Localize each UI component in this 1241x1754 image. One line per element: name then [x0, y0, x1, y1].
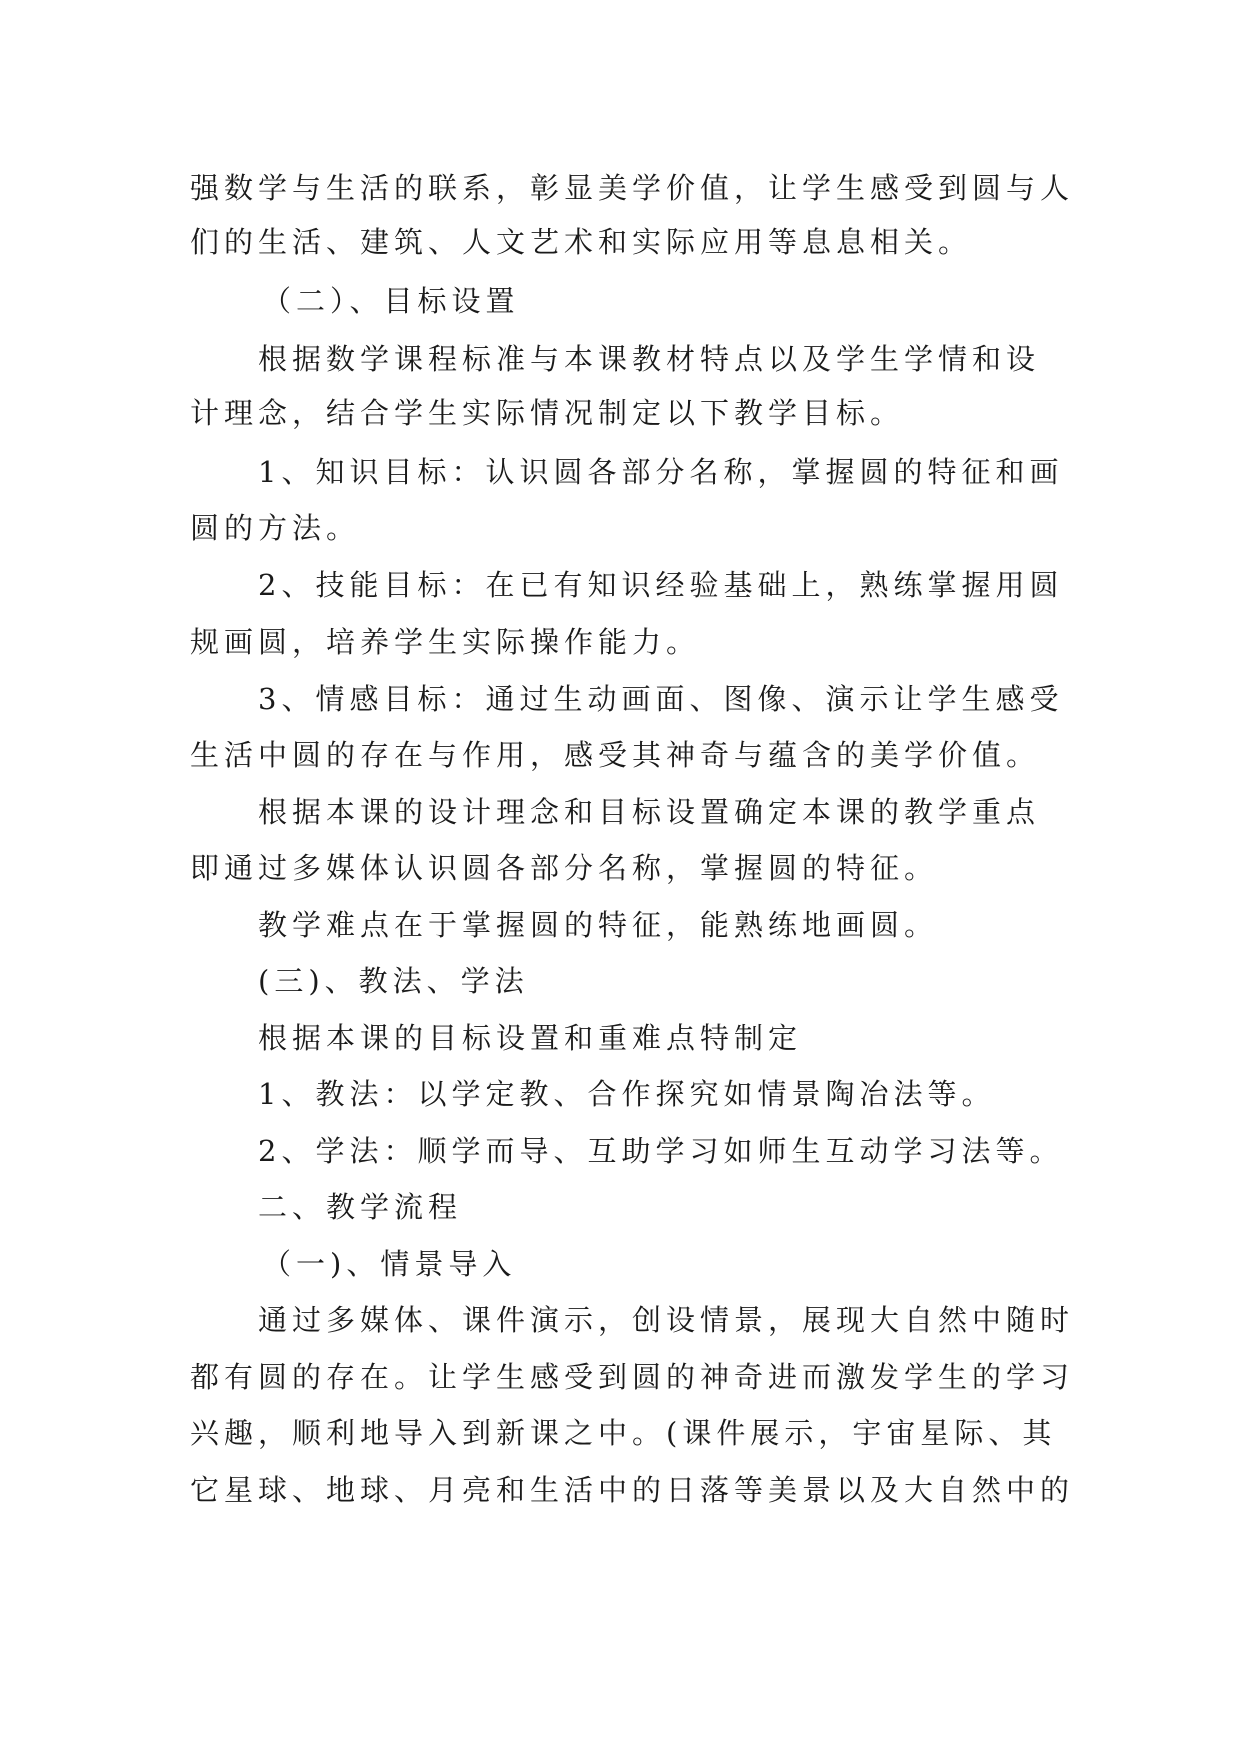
list-item-line: 生活中圆的存在与作用，感受其神奇与蕴含的美学价值。: [190, 738, 1041, 772]
list-item-line: 圆的方法。: [190, 511, 361, 545]
paragraph-line: 根据本课的设计理念和目标设置确定本课的教学重点: [258, 795, 1041, 829]
paragraph-line: 兴趣，顺利地导入到新课之中。(课件展示，宇宙星际、其: [190, 1416, 1057, 1450]
paragraph-line: 教学难点在于掌握圆的特征，能熟练地画圆。: [258, 908, 939, 942]
paragraph-line: 它星球、地球、月亮和生活中的日落等美景以及大自然中的: [190, 1473, 1075, 1507]
paragraph-line: 强数学与生活的联系，彰显美学价值，让学生感受到圆与人: [190, 171, 1075, 205]
list-item-line: 2、学法：顺学而导、互助学习如师生互动学习法等。: [258, 1134, 1064, 1168]
list-item-line: 规画圆，培养学生实际操作能力。: [190, 625, 701, 659]
section-heading: （一)、情景导入: [262, 1247, 517, 1281]
list-item-line: 2、技能目标：在已有知识经验基础上，熟练掌握用圆: [258, 568, 1064, 602]
list-item-line: 1、知识目标：认识圆各部分名称，掌握圆的特征和画: [258, 455, 1064, 489]
section-heading: (三)、教法、学法: [258, 964, 529, 998]
paragraph-line: 们的生活、建筑、人文艺术和实际应用等息息相关。: [190, 225, 973, 259]
paragraph-line: 根据数学课程标准与本课教材特点以及学生学情和设: [258, 342, 1041, 376]
paragraph-line: 通过多媒体、课件演示，创设情景，展现大自然中随时: [258, 1303, 1075, 1337]
list-item-line: 1、教法：以学定教、合作探究如情景陶冶法等。: [258, 1077, 996, 1111]
section-heading: （二）、目标设置: [262, 284, 520, 318]
section-heading: 二、教学流程: [258, 1190, 463, 1224]
paragraph-line: 计理念，结合学生实际情况制定以下教学目标。: [190, 396, 905, 430]
paragraph-line: 即通过多媒体认识圆各部分名称，掌握圆的特征。: [190, 851, 939, 885]
paragraph-line: 都有圆的存在。让学生感受到圆的神奇进而激发学生的学习: [190, 1360, 1075, 1394]
paragraph-line: 根据本课的目标设置和重难点特制定: [258, 1021, 803, 1055]
list-item-line: 3、情感目标：通过生动画面、图像、演示让学生感受: [258, 682, 1064, 716]
